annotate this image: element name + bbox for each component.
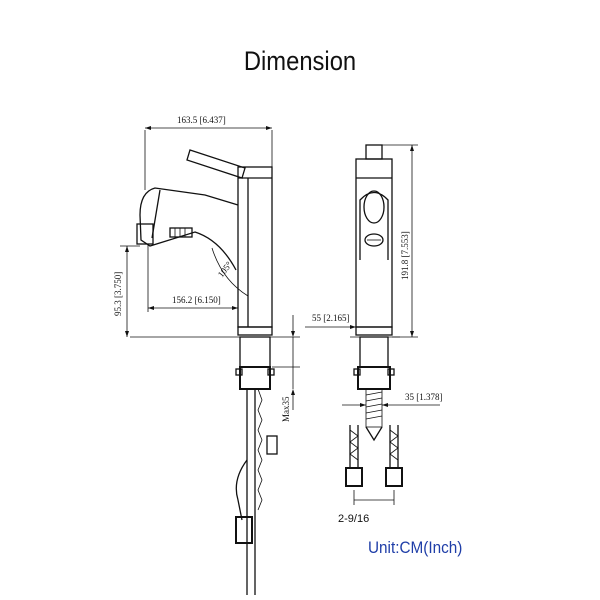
dim-shank-arrows [360,403,388,407]
front-hose-right-braid [390,430,398,460]
hose-weight [236,517,252,543]
faucet-body [238,167,272,327]
handle-lever [187,150,245,178]
braided-hose [258,389,262,510]
front-shank [360,337,388,367]
spout-reach-label: 156.2 [6.150] [172,295,221,305]
front-nut [358,367,390,389]
base-ring [238,327,272,335]
thread-size-label: 2-9/16 [338,513,370,525]
dim-base-height-arrow [350,325,356,329]
shank-tip [366,427,382,440]
overall-reach-label: 163.5 [6.437] [177,115,226,125]
hose-nut-left [346,468,362,486]
pullout-hose-loop [236,460,247,520]
page-title: Dimension [243,46,357,76]
front-hose-left-braid [350,430,358,460]
shank-threads [366,392,382,419]
front-body [356,159,392,327]
mounting-nut [240,367,270,389]
shank-top [240,337,270,367]
hose-fitting [267,436,277,454]
front-base-ring [356,327,392,335]
base-height-label: 55 [2.165] [312,313,350,323]
spout [140,188,238,270]
side-view [113,115,300,595]
max-deck-label: Max35 [281,396,291,422]
handle-front [364,191,384,223]
spray-head [137,224,153,244]
front-hose-left [350,425,358,468]
front-hose-right [390,425,398,468]
hose-nut-right [386,468,402,486]
overall-height-label: 191.8 [7.553] [400,231,410,280]
spout-height-label: 95.3 [3.750] [113,271,123,316]
unit-note: Unit:CM(Inch) [368,538,463,557]
front-view [305,145,443,525]
pullout-angle-label: 105° [215,259,235,280]
spray-button [170,228,192,237]
shank-diameter-label: 35 [1.378] [405,392,443,402]
top-cap [366,145,382,159]
